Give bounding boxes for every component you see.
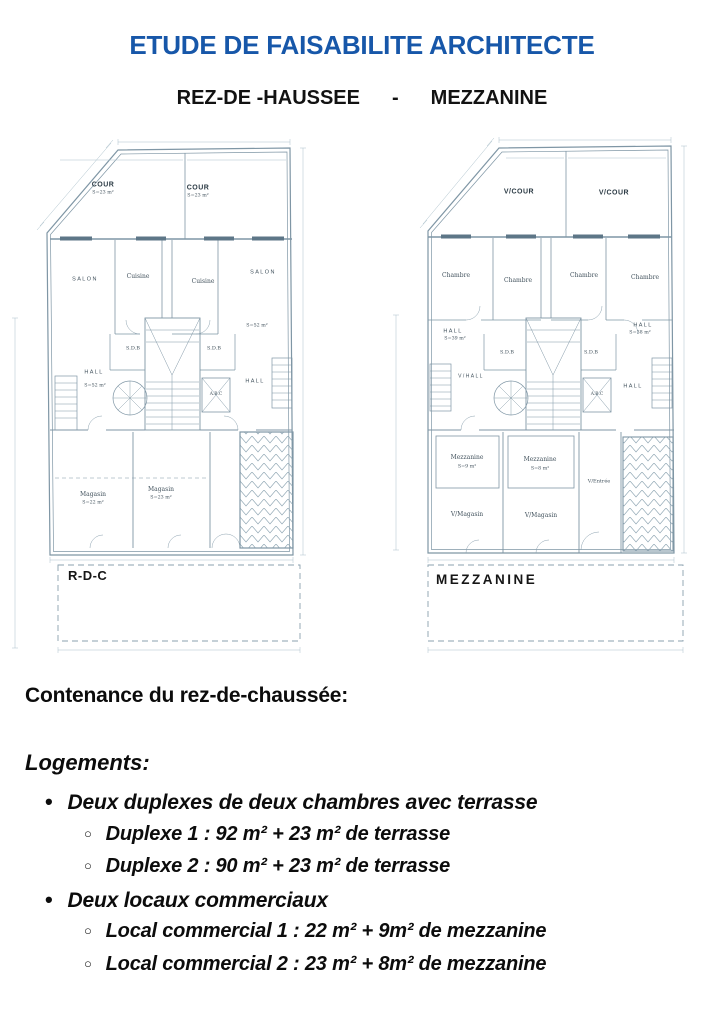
room-area-mezzanine-left: S=9 m²	[457, 464, 477, 470]
spiral-staircase	[113, 381, 147, 415]
staircase	[145, 318, 200, 430]
floorplan-rdc	[0, 130, 362, 670]
room-label-vcour-right: V/COUR	[598, 189, 630, 197]
circle-bullet-icon: ○	[84, 825, 92, 841]
terrace-hatch	[623, 437, 673, 551]
circle-bullet-icon: ○	[84, 858, 92, 873]
room-label-abc: A.B.C	[209, 391, 223, 397]
room-label-chambre-2: Chambre	[504, 277, 532, 284]
room-label-chambre-4: Chambre	[631, 274, 659, 281]
room-area-hall-right: S=38 m²	[629, 330, 651, 336]
terrace-hatch	[240, 432, 293, 548]
room-area-cour-right: S=23 m²	[187, 193, 209, 199]
room-label-mezzanine-right: Mezzanine	[523, 456, 557, 463]
room-label-salon-left: SALON	[72, 276, 98, 283]
room-label-sdb-left: S.D.B	[126, 345, 140, 352]
document-title: ETUDE DE FAISABILITE ARCHITECTE	[129, 30, 595, 60]
room-label-magasin-left: Magasin	[79, 491, 107, 498]
room-label-cour-right: COUR	[186, 184, 210, 192]
room-label-vmagasin-right: V/Magasin	[524, 512, 558, 519]
room-label-chambre-1: Chambre	[442, 272, 470, 279]
content-heading: Contenance du rez-de-chaussée:	[25, 684, 349, 707]
room-label-hall-right: HALL	[633, 322, 653, 329]
plan-name-rdc: R-D-C	[68, 568, 108, 583]
room-label-mezzanine-left: Mezzanine	[450, 454, 484, 461]
circle-bullet-icon: ○	[84, 923, 92, 938]
bullet-item-duplexes	[25, 786, 701, 819]
room-label-sdb-right: S.D.B	[584, 349, 598, 356]
bullet-item-locaux	[25, 884, 701, 917]
sub-bullet-item-duplexe-1	[25, 819, 701, 852]
spiral-staircase	[494, 381, 528, 415]
room-label-cuisine-right: Cuisine	[191, 278, 215, 285]
room-label-vcour-left: V/COUR	[503, 188, 535, 196]
bullet-text: Deux locaux commerciaux	[67, 888, 328, 912]
room-area-hall-left: S=39 m²	[444, 336, 466, 342]
room-label-magasin-right: Magasin	[147, 486, 175, 493]
floorplan-mezzanine	[366, 130, 724, 670]
room-area-magasin-right: S=23 m²	[150, 495, 172, 501]
sub-bullet-text: Duplexe 1 : 92 m² + 23 m² de terrasse	[105, 822, 451, 845]
subtitle-right: MEZZANINE	[430, 87, 548, 109]
room-label-sdb-right: S.D.B	[207, 345, 221, 352]
door-arcs	[88, 320, 240, 548]
subtitle-left: REZ-DE -HAUSSEE	[176, 87, 360, 109]
room-label-salon-right: SALON	[250, 269, 276, 276]
content-subheading: Logements:	[25, 750, 150, 775]
room-label-chambre-3: Chambre	[570, 272, 598, 279]
plan-name-mezzanine: MEZZANINE	[436, 572, 538, 587]
floorplan-rdc-drawing	[0, 130, 362, 670]
room-label-hall-left: HALL	[84, 369, 104, 376]
sub-bullet-item-duplexe-2	[25, 851, 701, 884]
sub-bullet-text: Local commercial 1 : 22 m² + 9m² de mezzanine	[105, 920, 547, 942]
sub-bullet-text: Duplexe 2 : 90 m² + 23 m² de terrasse	[105, 855, 451, 877]
room-area-salon-right: S=52 m²	[246, 323, 268, 329]
staircase	[526, 318, 581, 430]
floorplan-mezzanine-drawing	[366, 130, 724, 670]
circle-bullet-icon: ○	[84, 955, 92, 971]
room-label-sdb-left: S.D.B	[500, 349, 514, 356]
room-label-hall-left: HALL	[443, 328, 463, 335]
room-area-hall-left: S=52 m²	[84, 383, 106, 389]
room-label-vhall: V/HALL	[458, 373, 484, 380]
room-area-magasin-left: S=22 m²	[82, 500, 104, 506]
room-label-vmagasin-left: V/Magasin	[450, 511, 484, 518]
room-label-hall-bottom: HALL	[623, 383, 643, 390]
content-section	[25, 684, 701, 981]
bullet-icon: •	[45, 886, 53, 912]
document-subtitle	[0, 87, 724, 110]
bullet-icon: •	[45, 789, 53, 814]
sub-bullet-item-local-1	[25, 916, 701, 949]
sub-bullet-text: Local commercial 2 : 23 m² + 8m² de mezzanine	[105, 952, 547, 975]
bullet-text: Deux duplexes de deux chambres avec terrasse	[67, 791, 538, 814]
room-area-mezzanine-right: S=8 m²	[530, 466, 550, 472]
room-label-cuisine-left: Cuisine	[126, 273, 150, 280]
room-label-ventree: V/Entrée	[587, 478, 611, 485]
room-label-hall-right: HALL	[245, 378, 265, 385]
room-label-cour-left: COUR	[91, 181, 115, 189]
subtitle-separator: -	[392, 87, 399, 109]
sub-bullet-item-local-2	[25, 949, 701, 982]
room-area-cour-left: S=23 m²	[92, 190, 114, 196]
room-label-abc: A.B.C	[590, 391, 604, 397]
